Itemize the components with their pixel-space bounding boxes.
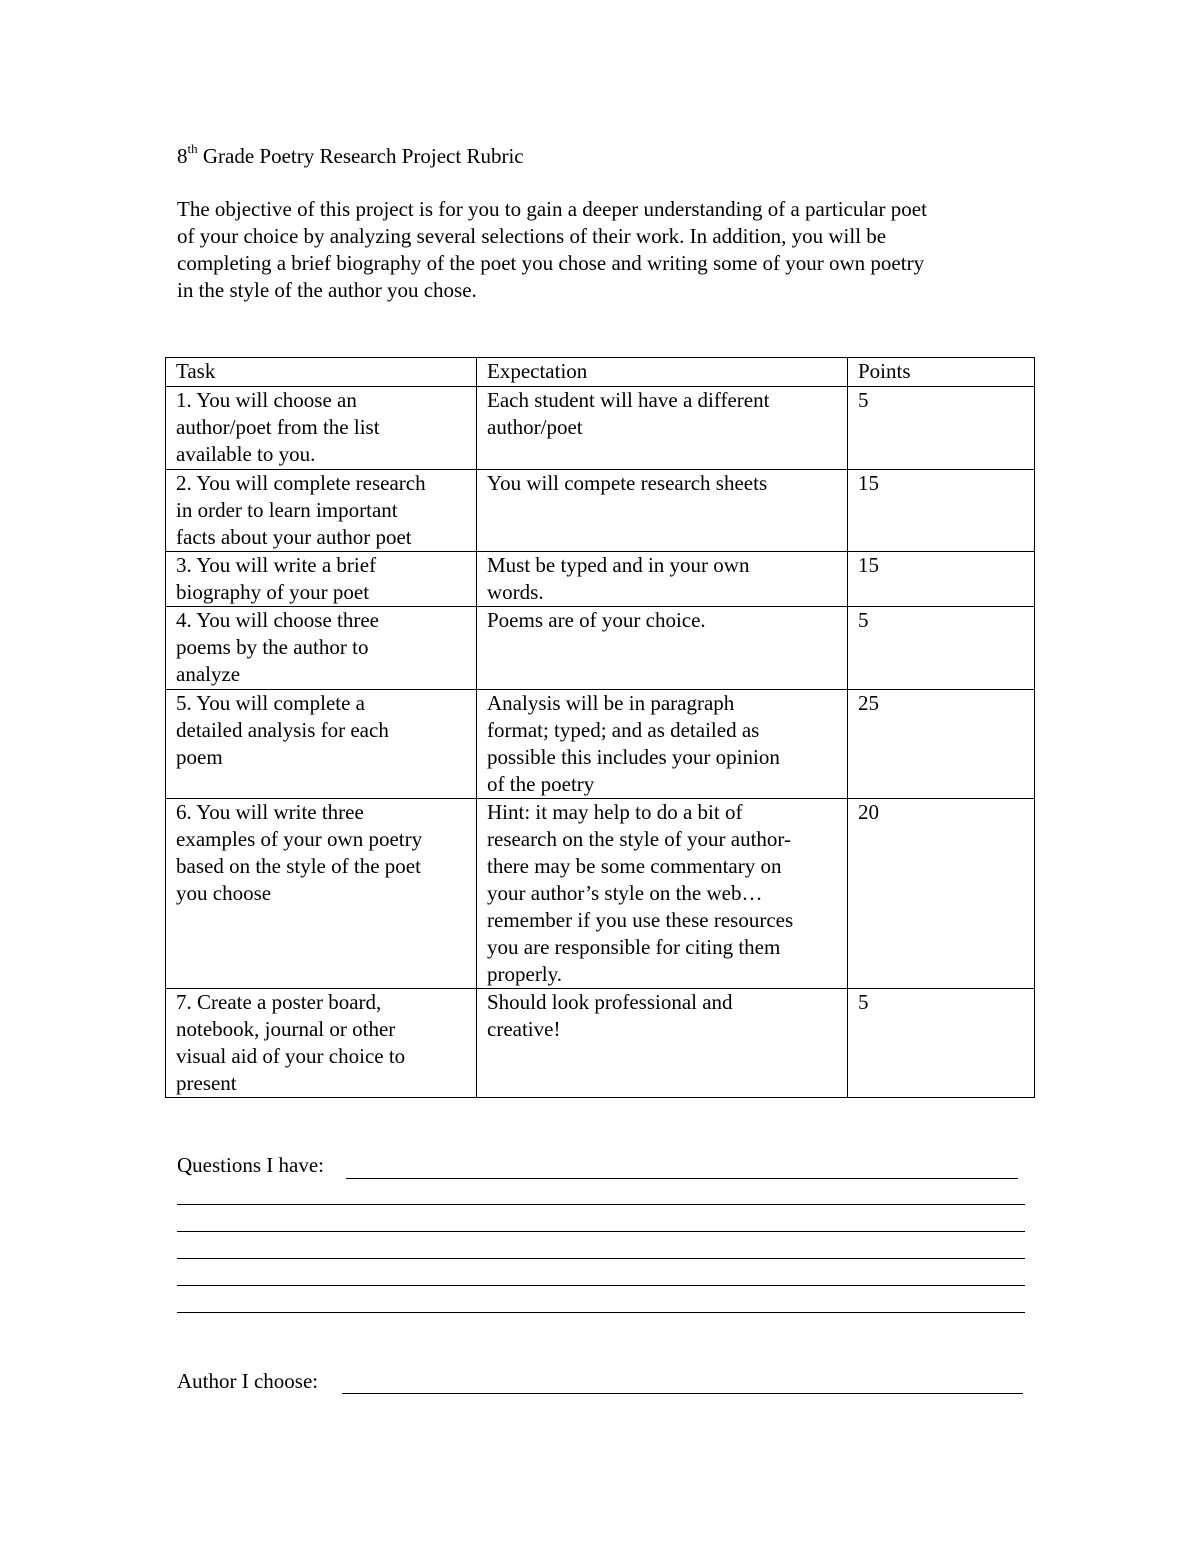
expectation-cell: Hint: it may help to do a bit of research on the style of your author- there may be some commentary on your author’s style on the web… remember if you use these resources you are responsible for citing them properly. [477,799,848,989]
rubric-table [165,357,1035,1098]
objective-line: completing a brief biography of the poet you chose and writing some of your own poetry [177,251,925,275]
questions-answer-line[interactable] [177,1204,1025,1205]
page-title [177,142,524,170]
task-cell: 4. You will choose three poems by the author to analyze [166,607,477,690]
points-cell: 20 [848,799,1035,989]
author-label: Author I choose: [177,1369,319,1393]
table-header-row [166,358,1035,387]
expectation-cell: Poems are of your choice. [477,607,848,690]
author-answer-line[interactable] [342,1393,1023,1394]
header-task: Task [166,358,477,387]
questions-answer-line[interactable] [177,1231,1025,1232]
table-row [166,989,1035,1098]
header-points: Points [848,358,1035,387]
expectation-cell: Analysis will be in paragraph format; typed; and as detailed as possible this includes your opinion of the poetry [477,690,848,799]
table-row [166,470,1035,552]
table-row [166,387,1035,470]
task-cell: 5. You will complete a detailed analysis for each poem [166,690,477,799]
table-row [166,552,1035,607]
task-cell: 1. You will choose an author/poet from the list available to you. [166,387,477,470]
expectation-cell: Each student will have a different author/poet [477,387,848,470]
title-text: Grade Poetry Research Project Rubric [197,144,524,168]
expectation-cell: Must be typed and in your own words. [477,552,848,607]
points-cell: 15 [848,552,1035,607]
questions-answer-line[interactable] [177,1258,1025,1259]
title-grade-number: 8 [177,144,188,168]
task-cell: 2. You will complete research in order to learn important facts about your author poet [166,470,477,552]
objective-line: The objective of this project is for you to gain a deeper understanding of a particular poet [177,197,927,221]
questions-label: Questions I have: [177,1153,324,1177]
table-row [166,607,1035,690]
questions-answer-line[interactable] [346,1178,1018,1179]
questions-answer-line[interactable] [177,1312,1025,1313]
points-cell: 5 [848,989,1035,1098]
task-cell: 3. You will write a brief biography of your poet [166,552,477,607]
header-expectation: Expectation [477,358,848,387]
objective-paragraph [177,196,1037,304]
points-cell: 15 [848,470,1035,552]
points-cell: 5 [848,607,1035,690]
table-row [166,799,1035,989]
points-cell: 5 [848,387,1035,470]
questions-answer-line[interactable] [177,1285,1025,1286]
expectation-cell: You will compete research sheets [477,470,848,552]
title-ordinal-suffix: th [187,141,198,156]
points-cell: 25 [848,690,1035,799]
task-cell: 7. Create a poster board, notebook, journal or other visual aid of your choice to present [166,989,477,1098]
objective-line: of your choice by analyzing several selections of their work. In addition, you will be [177,224,887,248]
table-row [166,690,1035,799]
task-cell: 6. You will write three examples of your own poetry based on the style of the poet you choose [166,799,477,989]
expectation-cell: Should look professional and creative! [477,989,848,1098]
objective-line: in the style of the author you chose. [177,278,477,302]
